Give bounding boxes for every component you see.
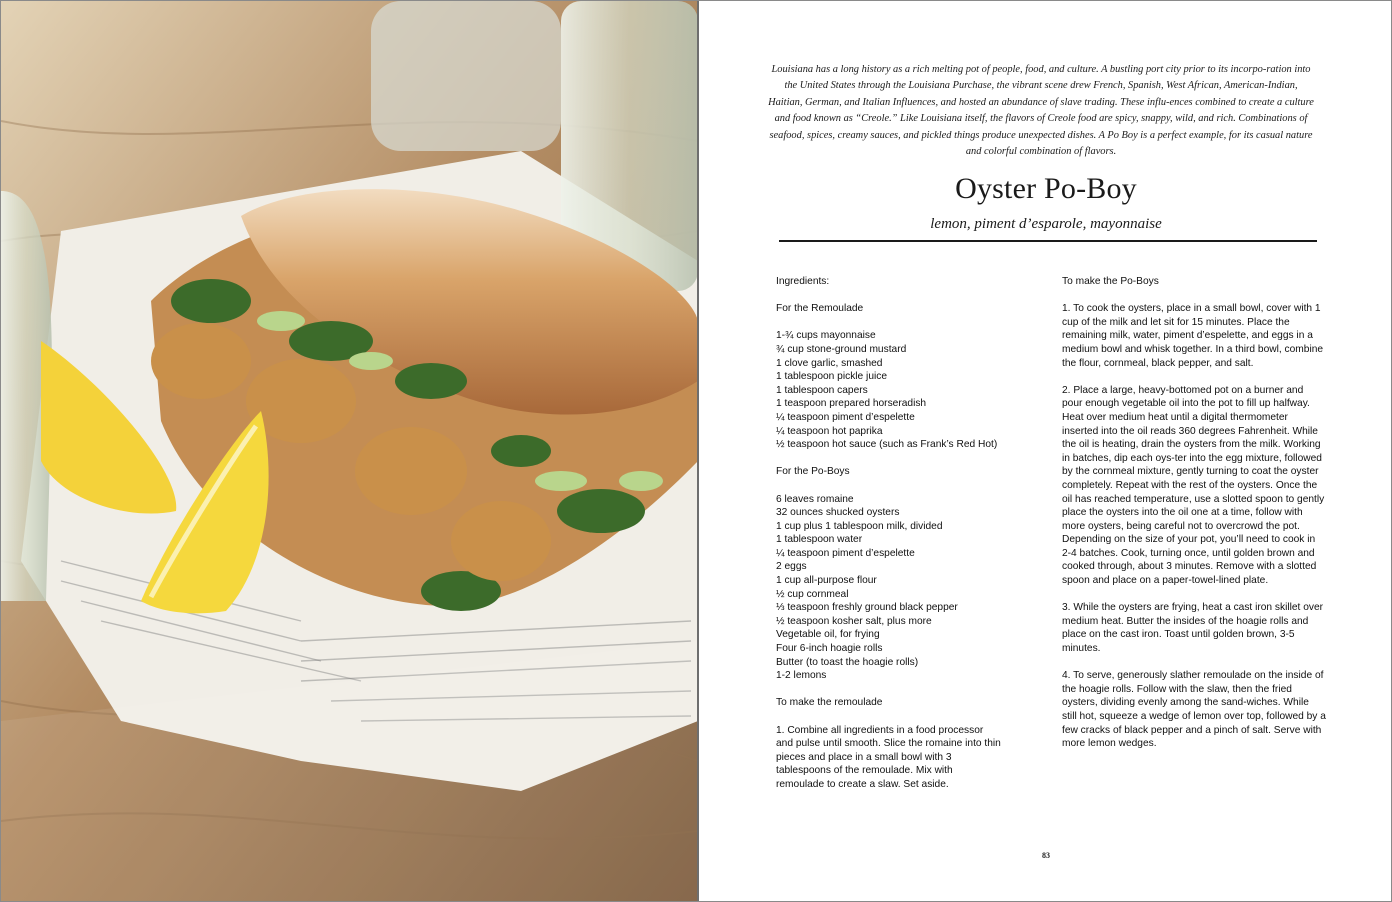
- method-column: [1062, 275, 1326, 764]
- recipe-page: [699, 1, 1392, 902]
- ingredients-heading: Ingredients:: [776, 276, 830, 287]
- oyster-po-boy-photo: [1, 1, 698, 902]
- ingredient-item: 1 tablespoon pickle juice: [776, 371, 888, 383]
- make-poboys-heading: To make the Po-Boys: [1062, 276, 1159, 287]
- photo-illustration: [1, 1, 698, 902]
- ingredient-item: ½ teaspoon kosher salt, plus more: [776, 615, 932, 627]
- remoulade-list: [776, 329, 1001, 451]
- ingredient-item: 1 cup plus 1 tablespoon milk, divided: [776, 520, 943, 532]
- poboys-heading: For the Po-Boys: [776, 466, 850, 478]
- ingredient-item: 1 tablespoon capers: [776, 384, 868, 396]
- recipe-title: Oyster Po-Boy: [955, 172, 1137, 205]
- ingredient-item: ¼ teaspoon piment d’espelette: [776, 547, 915, 559]
- intro-paragraph: Louisiana has a long history as a rich melting pot of people, food, and culture. A bustling port city prior to its incorpo-ration into the United States through the Louisiana Purchase, the vibrant scene drew French, Spanish, West African, American-Indian, Haitian, German, and Italian Influences, and hosted an abundance of slave trading. These influ-ences combined to create a culture and food known as “Creole.” Like Louisiana itself, the flavors of Creole food are spicy, snappy, wild, and rich. Combinations of seafood, spices, creamy sauces, and pickled things produce unexpected dishes. A Po Boy is a perfect example, for its casual nature and colorful combination of flavors.: [768, 64, 1314, 158]
- ingredient-item: 1-2 lemons: [776, 670, 827, 682]
- ingredient-item: ½ cup cornmeal: [776, 588, 849, 600]
- remoulade-step: 1. Combine all ingredients in a food processor and pulse until smooth. Slice the romaine into thin pieces and place in a small bowl with 3 tablespoons of the remoulade. Mix with remoulade to create a slaw. Set aside.: [776, 724, 1001, 790]
- method-step: 3. While the oysters are frying, heat a cast iron skillet over medium heat. Butter the insides of the hoagie rolls and place on the cast iron. Toast until golden brown, 3-5 minutes.: [1062, 602, 1324, 655]
- ingredient-item: 1 tablespoon water: [776, 534, 863, 546]
- ingredient-item: ¾ cup stone-ground mustard: [776, 343, 907, 355]
- ingredient-item: Butter (to toast the hoagie rolls): [776, 656, 919, 668]
- ingredient-item: 6 leaves romaine: [776, 493, 854, 505]
- ingredient-item: 1 cup all-purpose flour: [776, 575, 877, 587]
- ingredient-item: ⅓ teaspoon freshly ground black pepper: [776, 602, 958, 614]
- ingredient-item: Four 6-inch hoagie rolls: [776, 643, 883, 655]
- ingredient-item: ¼ teaspoon hot paprika: [776, 425, 883, 437]
- method-step: 2. Place a large, heavy-bottomed pot on a burner and pour enough vegetable oil into the pot to fill up halfway. Heat over medium heat until a digital thermometer inserted into the oil reads 360 degrees Fahrenheit. While the oil is heating, drain the oysters from the milk. Working in batches, dip each oys-ter into the egg mixture, followed by the cornmeal mixture, gently turning to coat the oyster completely. Repeat with the rest of the oysters. Once the oil has reached temperature, use a slotted spoon to gently place the oysters into the oil one at a time, follow with more oysters, being careful not to overcrowd the pot. Depending on the size of your pot, you’ll need to cook in 2-4 batches. Cook, turning once, until golden brown and cooked through, about 3 minutes. Remove with a slotted spoon and place on a paper-towel-lined plate.: [1062, 384, 1325, 587]
- page-number: 83: [1042, 851, 1050, 860]
- ingredients-column: [776, 275, 1001, 805]
- ingredient-item: 32 ounces shucked oysters: [776, 507, 900, 519]
- remoulade-heading: For the Remoulade: [776, 303, 864, 315]
- recipe-subtitle: lemon, piment d’esparole, mayonnaise: [930, 216, 1162, 232]
- ingredient-item: 1-¾ cups mayonnaise: [776, 330, 876, 342]
- method-step: 4. To serve, generously slather remoulade on the inside of the hoagie rolls. Follow with the slaw, then the fried oysters, dividing evenly among the sand-wiches. While still hot, squeeze a wedge of lemon over top, followed by a few cracks of black pepper and a pinch of salt. Serve with more lemon wedges.: [1062, 670, 1326, 750]
- ingredient-item: ½ teaspoon hot sauce (such as Frank’s Red Hot): [776, 439, 998, 451]
- ingredient-item: 1 clove garlic, smashed: [776, 357, 883, 369]
- method-step: 1. To cook the oysters, place in a small bowl, cover with 1 cup of the milk and let sit for 15 minutes. Place the remaining milk, water, piment d’espelette, and eggs in a medium bowl and whisk together. In a third bowl, combine the flour, cornmeal, black pepper, and salt.: [1062, 303, 1324, 369]
- make-remoulade-heading: To make the remoulade: [776, 697, 883, 709]
- ingredient-item: 1 teaspoon prepared horseradish: [776, 398, 927, 410]
- ingredient-item: ¼ teaspoon piment d’espelette: [776, 411, 915, 423]
- ingredient-item: Vegetable oil, for frying: [776, 629, 880, 641]
- title-rule: [779, 240, 1317, 242]
- ingredient-item: 2 eggs: [776, 561, 807, 573]
- poboys-list: [776, 493, 1001, 683]
